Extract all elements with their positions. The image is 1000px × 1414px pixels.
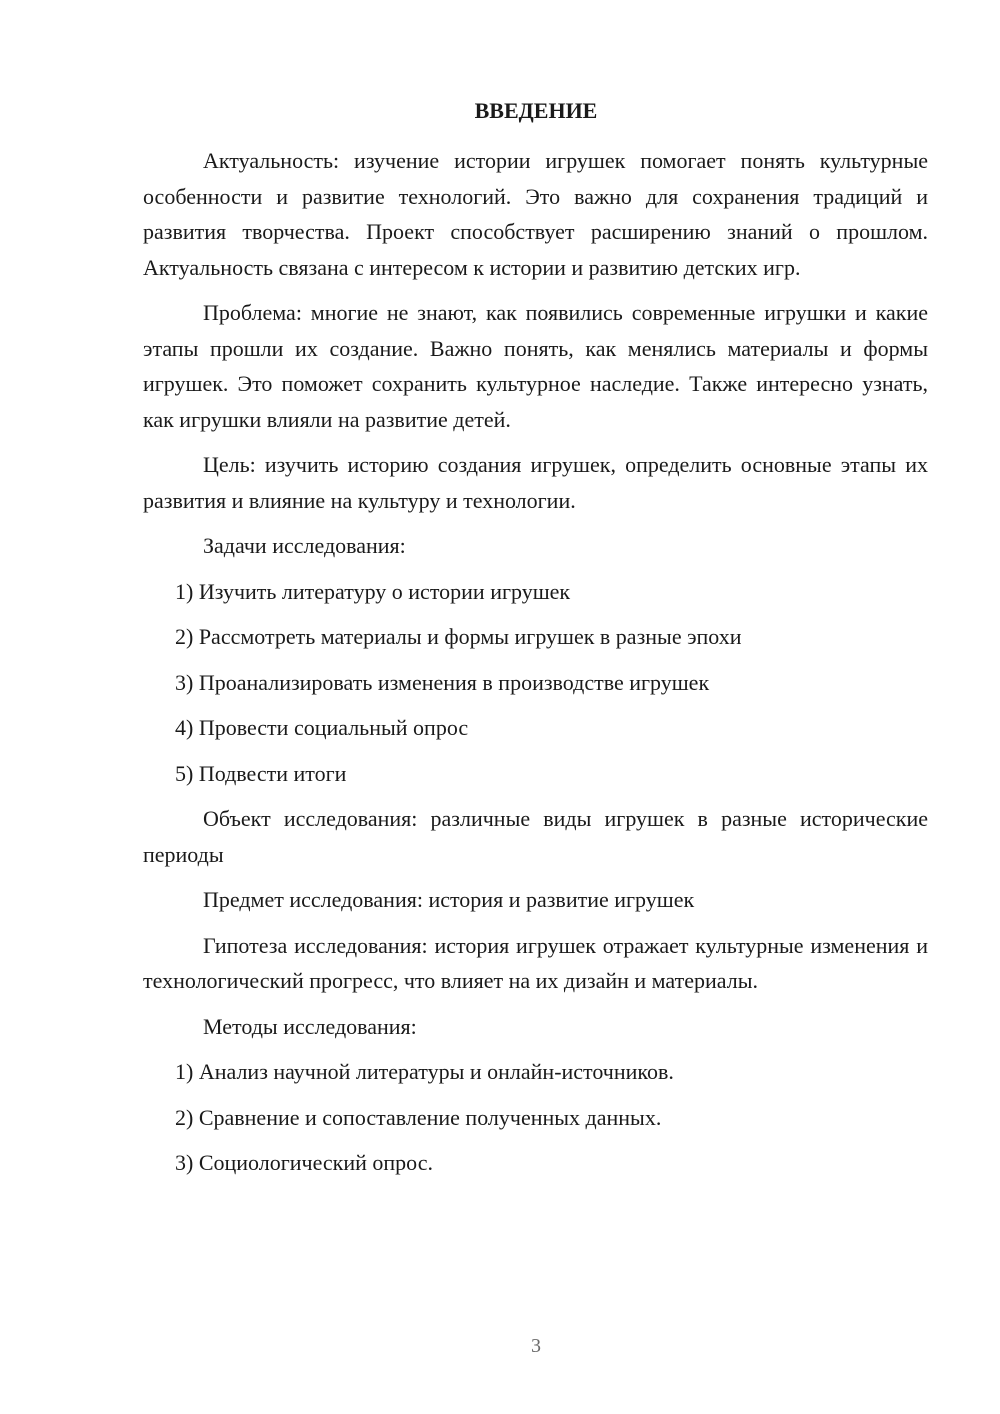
object-paragraph: Объект исследования: различные виды игрушек в разные исторические периоды (143, 806, 928, 867)
hypothesis-paragraph: Гипотеза исследования: история игрушек отражает культурные изменения и технологический прогресс, что влияет на их дизайн и материалы. (143, 932, 928, 993)
task-item: 3) Проанализировать изменения в производстве игрушек (175, 669, 710, 695)
tasks-heading: Задачи исследования: (203, 533, 406, 558)
goal-paragraph: Цель: изучить историю создания игрушек, определить основные этапы их развития и влияние на культуру и технологии. (143, 452, 928, 513)
problem-paragraph: Проблема: многие не знают, как появились современные игрушки и какие этапы прошли их создание. Важно понять, как менялись материалы и формы игрушек. Это поможет сохранить культурное наследие. Также интересно узнать, как игрушки влияли на развитие детей. (143, 300, 928, 432)
page-number: 3 (531, 1335, 541, 1357)
task-item: 2) Рассмотреть материалы и формы игрушек в разные эпохи (175, 624, 742, 649)
task-item: 4) Провести социальный опрос (175, 715, 469, 740)
task-item: 5) Подвести итоги (175, 760, 347, 786)
methods-list (143, 1054, 928, 1181)
task-item: 1) Изучить литературу о истории игрушек (175, 578, 571, 604)
subject-paragraph: Предмет исследования: история и развитие игрушек (203, 887, 695, 912)
document-body (143, 143, 928, 1191)
methods-heading: Методы исследования: (203, 1013, 417, 1039)
tasks-list (143, 574, 928, 792)
method-item: 1) Анализ научной литературы и онлайн-источников. (175, 1059, 674, 1084)
method-item: 3) Социологический опрос. (175, 1150, 433, 1175)
relevance-paragraph: Актуальность: изучение истории игрушек помогает понять культурные особенности и развитие технологий. Это важно для сохранения традиций и развития творчества. Проект способствует расширению знаний о прошлом. Актуальность связана с интересом к истории и развитию детских игр. (143, 148, 928, 280)
method-item: 2) Сравнение и сопоставление полученных данных. (175, 1104, 662, 1130)
section-title: ВВЕДЕНИЕ (474, 98, 598, 123)
